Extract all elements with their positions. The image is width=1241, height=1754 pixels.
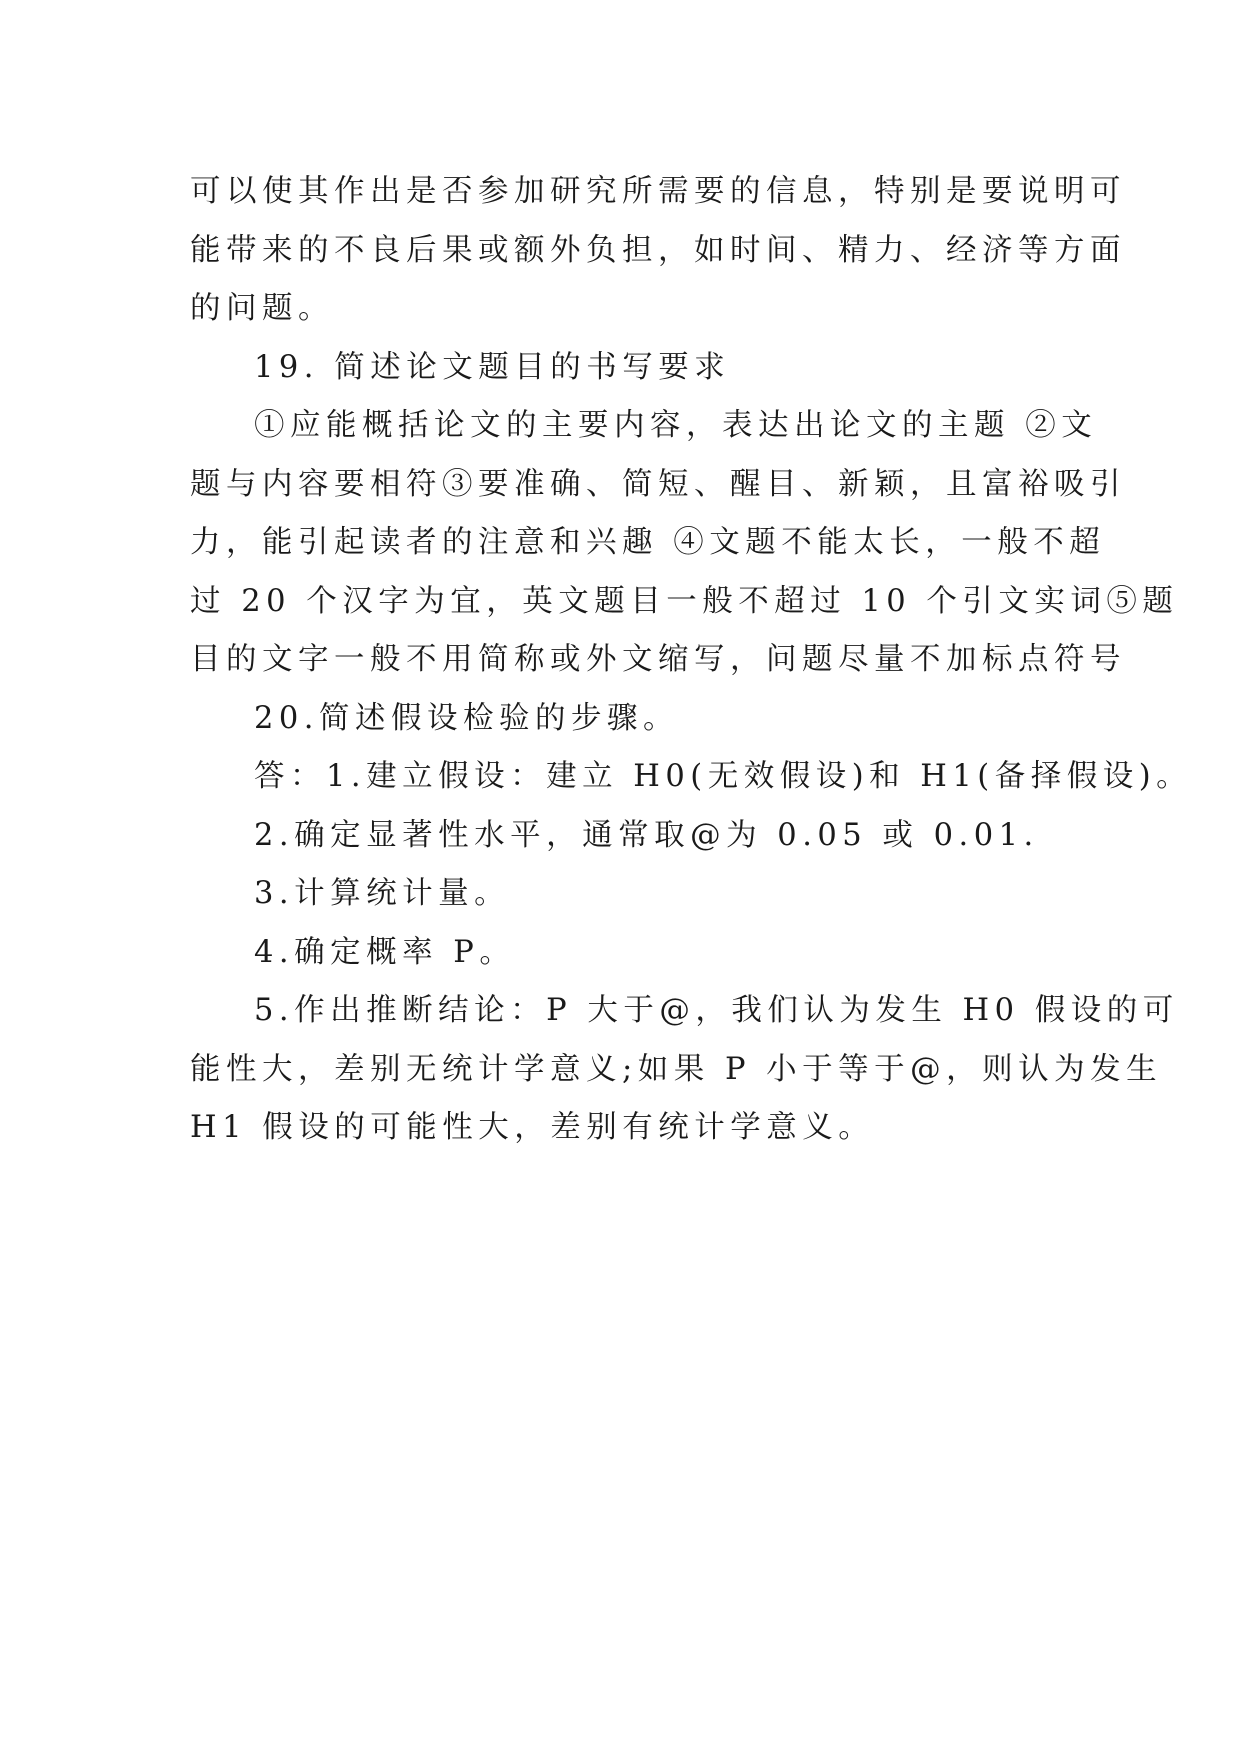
answer-step-5 (190, 982, 1179, 1158)
document-body (190, 163, 1193, 1158)
text-line: 的问题。 (190, 291, 334, 326)
text-line: 19. 简述论文题目的书写要求 (254, 349, 731, 385)
text-line: 能带来的不良后果或额外负担，如时间、精力、经济等方面 (190, 232, 1126, 268)
text-line: 20.简述假设检验的步骤。 (254, 700, 680, 736)
text-line: 题与内容要相符③要准确、简短、醒目、新颖，且富裕吸引 (190, 466, 1126, 502)
text-line: 能性大，差别无统计学意义;如果 P 小于等于@，则认为发生 (190, 1051, 1163, 1087)
question-19-heading (190, 339, 1070, 398)
answer-step-1 (190, 748, 1193, 807)
question-19-answer (190, 397, 1179, 690)
text-line: H1 假设的可能性大，差别有统计学意义。 (190, 1110, 875, 1145)
text-line: 2.确定显著性水平，通常取@为 0.05 或 0.01. (254, 817, 1039, 853)
text-line: 目的文字一般不用简称或外文缩写，问题尽量不加标点符号 (190, 642, 1126, 677)
text-line: 力，能引起读者的注意和兴趣 ④文题不能太长，一般不超 (190, 525, 1106, 560)
text-line: 答：1.建立假设：建立 H0(无效假设)和 H1(备择假设)。 (254, 759, 1193, 794)
text-line: 过 20 个汉字为宜，英文题目一般不超过 10 个引文实词⑤题 (190, 583, 1179, 619)
question-20-heading (190, 690, 1070, 749)
answer-step-3 (190, 865, 1070, 924)
text-line: 4.确定概率 P。 (254, 934, 516, 970)
text-line: 3.计算统计量。 (254, 876, 511, 911)
paragraph-consent-continued (190, 163, 1126, 339)
answer-step-2 (190, 807, 1070, 866)
text-line: 5.作出推断结论：P 大于@，我们认为发生 H0 假设的可 (254, 993, 1179, 1028)
text-line: ①应能概括论文的主要内容，表达出论文的主题 ②文 (254, 408, 1098, 443)
text-line: 可以使其作出是否参加研究所需要的信息，特别是要说明可 (190, 174, 1126, 209)
answer-step-4 (190, 924, 1070, 983)
